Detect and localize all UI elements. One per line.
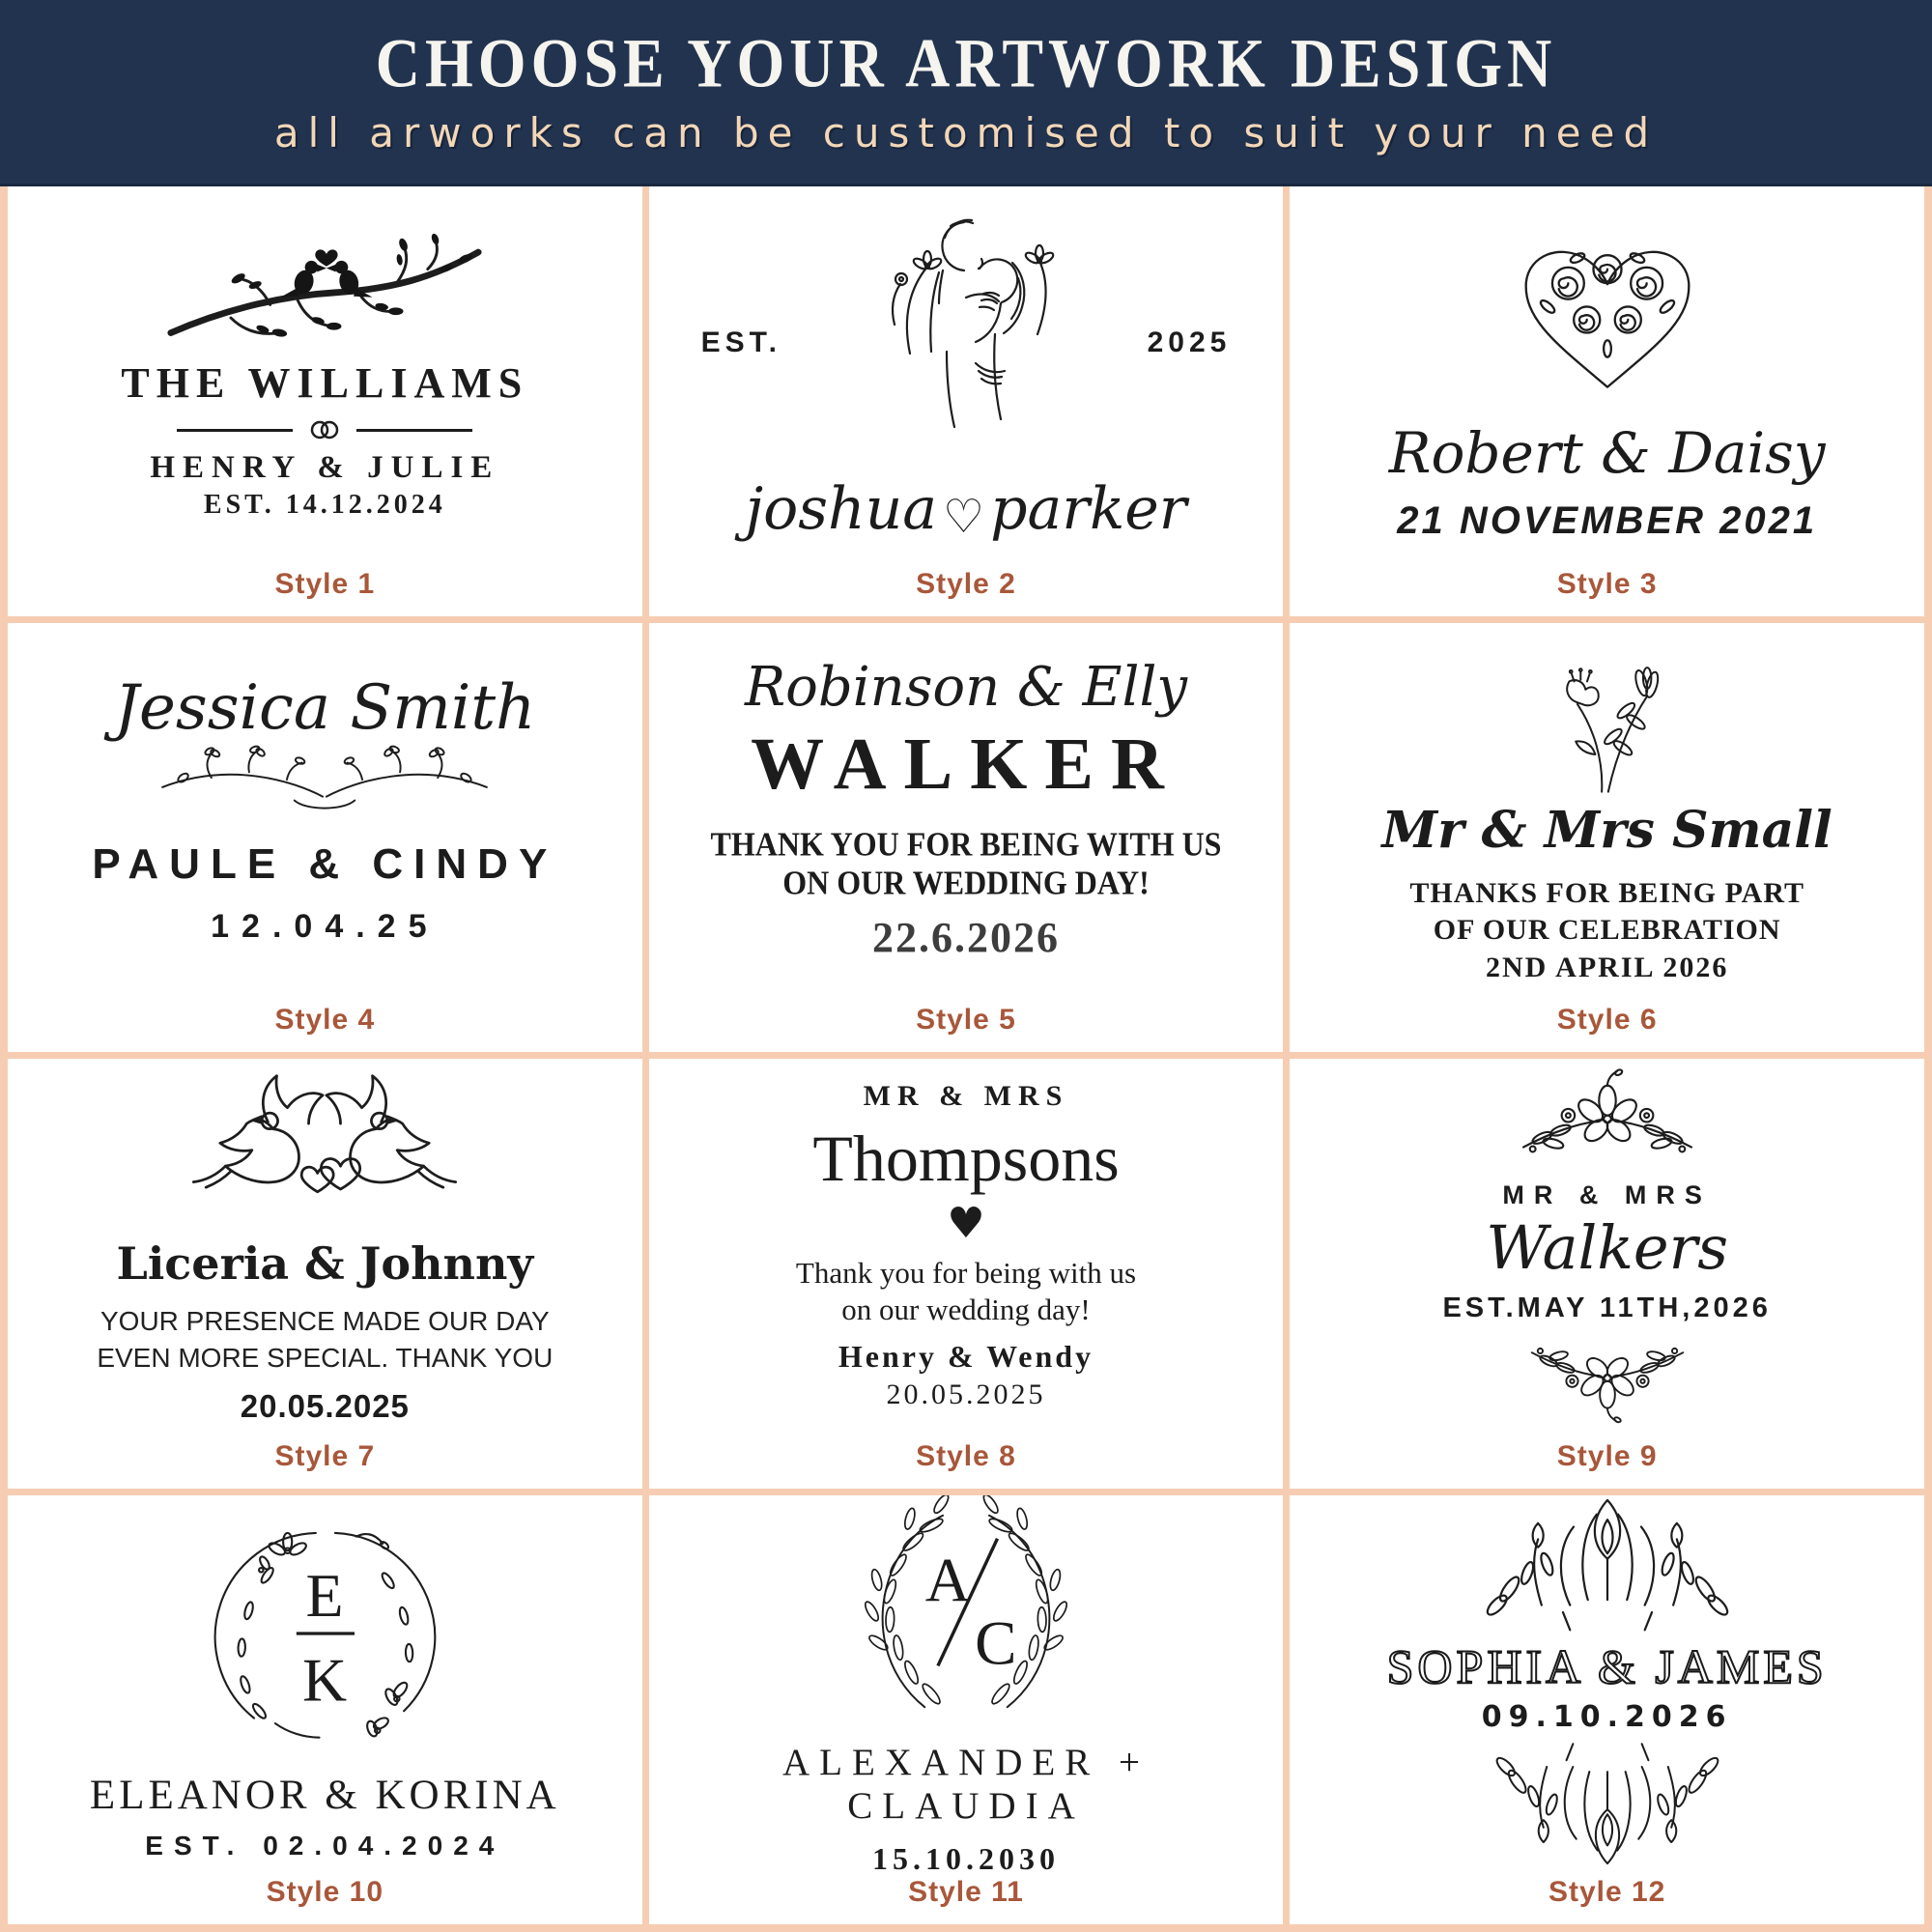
style-label: Style 12	[1548, 1876, 1666, 1908]
couple-script-names: Mr & Mrs Small	[1381, 801, 1833, 860]
monogram-letter-right: C	[975, 1608, 1017, 1679]
style-card-11[interactable]	[649, 1495, 1284, 1925]
thank-you-message	[796, 1255, 1136, 1330]
floral-heart-illustration	[1466, 204, 1748, 405]
couple-names-script	[745, 475, 1186, 544]
lovebirds-on-branch-illustration	[165, 225, 484, 349]
thank-you-message	[1409, 875, 1804, 986]
style-card-2[interactable]	[649, 186, 1284, 616]
thank-you-message	[97, 1303, 553, 1377]
thank-you-line-1: YOUR PRESENCE MADE OUR DAY	[99, 1306, 550, 1337]
est-date: EST.MAY 11TH,2026	[1442, 1292, 1772, 1323]
family-script-name: Walkers	[1486, 1211, 1729, 1283]
first-name: joshua	[745, 474, 938, 543]
wildflower-wreath-monogram-illustration	[184, 1501, 466, 1766]
thank-you-line-2: EVEN MORE SPECIAL. THANK YOU	[97, 1343, 554, 1374]
monogram-letter-left: A	[924, 1546, 971, 1616]
wildflower-sprig-illustration	[1531, 633, 1684, 795]
tulip-bouquet-top-illustration	[1448, 1495, 1767, 1635]
wedding-date: 22.6.2026	[871, 914, 1060, 962]
style-card-8[interactable]	[649, 1059, 1284, 1489]
couple-names: Henry & Wendy	[838, 1339, 1094, 1374]
tulip-bouquet-bottom-illustration	[1448, 1740, 1767, 1875]
thank-you-line-2: ON OUR WEDDING DAY!	[782, 864, 1150, 902]
heart-icon: ♥	[947, 1198, 985, 1248]
embracing-couple-illustration	[821, 203, 1111, 462]
wedding-date: 2ND APRIL 2026	[1485, 952, 1729, 983]
style-label: Style 2	[916, 567, 1016, 600]
style-label: Style 4	[274, 1004, 376, 1036]
thank-you-line-1: THANKS FOR BEING PART	[1409, 877, 1804, 909]
wedding-date: 20.05.2025	[240, 1388, 410, 1425]
est-year: 2025	[1147, 326, 1232, 358]
monogram-letter-top: E	[305, 1561, 344, 1630]
style-card-4[interactable]	[8, 623, 642, 1053]
wedding-date: 20.05.2025	[886, 1378, 1046, 1410]
ring-divider	[177, 419, 472, 440]
wedding-date: 09.10.2026	[1481, 1700, 1733, 1735]
est-date: EST. 14.12.2024	[203, 490, 446, 521]
style-card-1[interactable]	[8, 186, 642, 616]
style-label: Style 1	[274, 567, 376, 600]
couple-script-name: Jessica Smith	[114, 672, 536, 745]
couple-script-names: Robinson & Elly	[744, 656, 1187, 720]
artwork-style-grid	[0, 186, 1932, 1932]
page-header	[0, 0, 1932, 186]
floral-spray-bottom-illustration	[1477, 1328, 1738, 1425]
style-card-3[interactable]	[1290, 186, 1924, 616]
laurel-wreath-monogram-illustration	[821, 1495, 1111, 1726]
wedding-date: 15.10.2030	[871, 1841, 1060, 1877]
family-name: WALKER	[751, 724, 1181, 806]
style-label: Style 8	[916, 1439, 1016, 1472]
doves-with-hearts-illustration	[165, 1065, 484, 1228]
page-subtitle: all arworks can be customised to suit your need	[273, 108, 1659, 156]
heart-outline-icon: ♡	[943, 489, 985, 544]
style-card-10[interactable]	[8, 1495, 642, 1925]
wedding-date: 21 NOVEMBER 2021	[1397, 498, 1818, 542]
style-label: Style 7	[274, 1439, 376, 1472]
style-label: Style 6	[1556, 1004, 1658, 1036]
second-name: parker	[990, 474, 1187, 543]
est-label: EST.	[700, 326, 782, 358]
thank-you-line-2: OF OUR CELEBRATION	[1433, 913, 1781, 946]
style-card-7[interactable]	[8, 1059, 642, 1489]
style-card-5[interactable]	[649, 623, 1284, 1053]
est-date: EST. 02.04.2024	[145, 1831, 505, 1861]
family-name: Thompsons	[812, 1121, 1120, 1195]
style-card-6[interactable]	[1290, 623, 1924, 1053]
couple-names: Liceria & Johnny	[116, 1237, 534, 1291]
couple-names: PAULE & CINDY	[92, 840, 558, 889]
style-label: Style 3	[1556, 567, 1658, 600]
floral-spray-top-illustration	[1467, 1066, 1747, 1175]
style-label: Style 9	[1556, 1439, 1658, 1472]
floral-divider-illustration	[155, 744, 495, 823]
style-label: Style 10	[266, 1876, 384, 1908]
couple-names: ELEANOR & KORINA	[89, 1773, 560, 1819]
page-title: CHOOSE YOUR ARTWORK DESIGN	[375, 24, 1557, 101]
couple-names: SOPHIA & JAMES	[1386, 1639, 1828, 1694]
style-card-9[interactable]	[1290, 1059, 1924, 1489]
thank-you-line-1: THANK YOU FOR BEING WITH US	[710, 825, 1222, 864]
style-label: Style 11	[908, 1876, 1024, 1908]
wedding-rings-icon	[302, 419, 347, 440]
mr-and-mrs-label: MR & MRS	[863, 1079, 1069, 1112]
style-card-12[interactable]	[1290, 1495, 1924, 1925]
mr-and-mrs-label: MR & MRS	[1502, 1179, 1712, 1209]
couple-names: Robert & Daisy	[1388, 419, 1826, 486]
wedding-date: 12.04.25	[211, 908, 440, 946]
style-label: Style 5	[916, 1004, 1016, 1036]
couple-names: HENRY & JULIE	[150, 450, 500, 486]
monogram-letter-bottom: K	[302, 1645, 348, 1715]
thank-you-line-2: on our wedding day!	[841, 1293, 1091, 1327]
thank-you-line-1: Thank you for being with us	[795, 1255, 1137, 1290]
thank-you-message	[711, 826, 1222, 902]
family-name: THE WILLIAMS	[121, 359, 529, 408]
couple-names: ALEXANDER + CLAUDIA	[781, 1742, 1151, 1828]
